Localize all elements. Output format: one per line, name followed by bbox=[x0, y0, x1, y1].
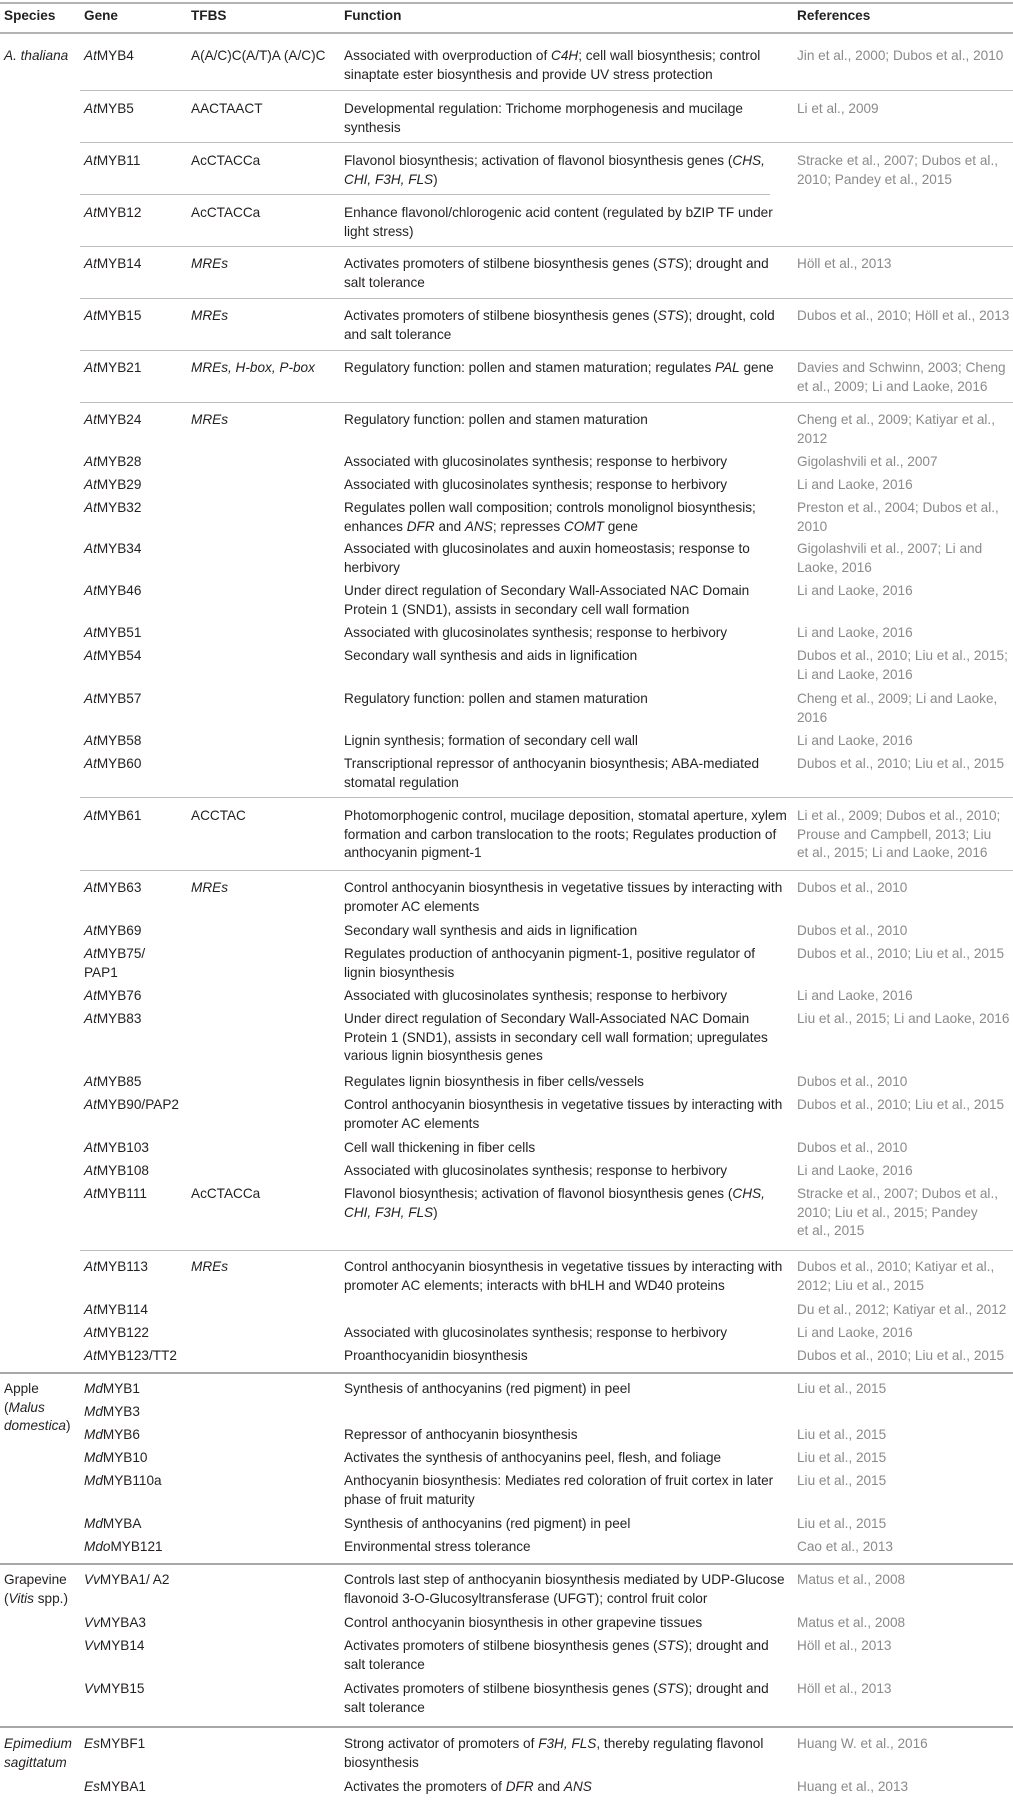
function-cell: Regulatory function: pollen and stamen maturation bbox=[344, 412, 648, 427]
function-cell: Environmental stress tolerance bbox=[344, 1539, 531, 1554]
function-cell: Associated with glucosinolates synthesis; response to herbivory bbox=[344, 454, 728, 469]
species-name: domestica) bbox=[4, 1418, 71, 1433]
table-rule bbox=[80, 350, 1013, 351]
function-cell: Controls last step of anthocyanin biosynthesis mediated by UDP-Glucose bbox=[344, 1572, 785, 1587]
gene-name: PAP1 bbox=[84, 964, 118, 980]
tfbs-cell: AcCTACCa bbox=[191, 153, 261, 168]
gene-name: AtMYB90/PAP2 bbox=[84, 1097, 179, 1112]
reference-cell: Dubos et al., 2010 bbox=[797, 1140, 908, 1155]
header-references: References bbox=[797, 8, 871, 23]
function-cell: Regulatory function: pollen and stamen maturation; regulates PAL gene bbox=[344, 360, 774, 375]
function-cell: and salt tolerance bbox=[344, 326, 452, 342]
tfbs-cell: MREs, H-box, P-box bbox=[191, 360, 315, 375]
gene-name: AtMYB83 bbox=[84, 1011, 142, 1026]
gene-name: AtMYB32 bbox=[84, 500, 142, 515]
reference-cell: Cao et al., 2013 bbox=[797, 1539, 893, 1554]
function-cell: Regulates lignin biosynthesis in fiber cells/vessels bbox=[344, 1074, 644, 1089]
reference-cell: 2012 bbox=[797, 430, 828, 446]
function-cell: Protein 1 (SND1), assists in secondary cell wall formation; upregulates bbox=[344, 1029, 768, 1045]
function-cell: promoter AC elements; interacts with bHLH and WD40 proteins bbox=[344, 1277, 725, 1293]
function-cell: Associated with glucosinolates synthesis; response to herbivory bbox=[344, 1325, 728, 1340]
function-cell: promoter AC elements bbox=[344, 898, 480, 914]
function-cell: CHI, F3H, FLS) bbox=[344, 1204, 438, 1220]
function-cell: Transcriptional repressor of anthocyanin biosynthesis; ABA-mediated bbox=[344, 756, 760, 771]
gene-name: AtMYB24 bbox=[84, 412, 142, 427]
species-name: Epimedium bbox=[4, 1736, 72, 1751]
tfbs-cell: MREs bbox=[191, 308, 229, 323]
gene-name: AtMYB111 bbox=[84, 1186, 147, 1201]
tfbs-cell: MREs bbox=[191, 1259, 229, 1274]
gene-name: AtMYB54 bbox=[84, 648, 142, 663]
function-cell: Proanthocyanidin biosynthesis bbox=[344, 1348, 528, 1363]
gene-name: AtMYB51 bbox=[84, 625, 142, 640]
species-name: (Vitis spp.) bbox=[4, 1590, 68, 1606]
gene-name: MdMYB6 bbox=[84, 1427, 140, 1442]
function-cell: Control anthocyanin biosynthesis in vegetative tissues by interacting with bbox=[344, 880, 783, 895]
function-cell: Synthesis of anthocyanins (red pigment) in peel bbox=[344, 1516, 631, 1531]
header-gene: Gene bbox=[84, 8, 118, 23]
reference-cell: 2010; Liu et al., 2015; Pandey bbox=[797, 1204, 978, 1220]
function-cell: anthocyanin pigment-1 bbox=[344, 845, 482, 860]
species-name: sagittatum bbox=[4, 1754, 67, 1770]
table-rule bbox=[80, 246, 1013, 247]
gene-name: AtMYB4 bbox=[84, 48, 134, 63]
reference-cell: Huang W. et al., 2016 bbox=[797, 1736, 928, 1751]
gene-name: VvMYB14 bbox=[84, 1638, 145, 1653]
gene-name: AtMYB75/ bbox=[84, 946, 146, 961]
gene-name: VvMYBA1/ A2 bbox=[84, 1572, 170, 1587]
table-rule bbox=[80, 870, 1013, 871]
reference-cell: Li and Laoke, 2016 bbox=[797, 733, 913, 748]
reference-cell: Liu et al., 2015 bbox=[797, 1473, 887, 1488]
table-rule bbox=[0, 2, 1013, 4]
gene-name: AtMYB29 bbox=[84, 477, 142, 492]
reference-cell: 2010; Pandey et al., 2015 bbox=[797, 171, 952, 187]
gene-name: EsMYBF1 bbox=[84, 1736, 146, 1751]
function-cell: Anthocyanin biosynthesis: Mediates red coloration of fruit cortex in later bbox=[344, 1473, 774, 1488]
reference-cell: Davies and Schwinn, 2003; Cheng bbox=[797, 360, 1006, 375]
reference-cell: Liu et al., 2015 bbox=[797, 1516, 887, 1531]
function-cell: formation and carbon translocation to the roots; Regulates production of bbox=[344, 826, 777, 842]
reference-cell: Cheng et al., 2009; Li and Laoke, bbox=[797, 691, 998, 706]
reference-cell: Du et al., 2012; Katiyar et al., 2012 bbox=[797, 1302, 1007, 1317]
function-cell: Associated with glucosinolates and auxin homeostasis; response to bbox=[344, 541, 750, 556]
reference-cell: et al., 2015 bbox=[797, 1223, 865, 1238]
function-cell: Secondary wall synthesis and aids in lignification bbox=[344, 923, 638, 938]
function-cell: Activates promoters of stilbene biosynthesis genes (STS); drought and bbox=[344, 256, 769, 271]
gene-name: MdMYB1 bbox=[84, 1381, 140, 1396]
function-cell: salt tolerance bbox=[344, 1656, 425, 1672]
gene-name: AtMYB15 bbox=[84, 308, 142, 323]
reference-cell: Li and Laoke, 2016 bbox=[797, 1163, 913, 1178]
gene-name: EsMYBA1 bbox=[84, 1779, 146, 1794]
reference-cell: Dubos et al., 2010 bbox=[797, 923, 908, 938]
reference-cell: Höll et al., 2013 bbox=[797, 1638, 892, 1653]
gene-name: MdMYBA bbox=[84, 1516, 142, 1531]
reference-cell: Dubos et al., 2010; Höll et al., 2013 bbox=[797, 308, 1010, 323]
function-cell: Associated with overproduction of C4H; cell wall biosynthesis; control bbox=[344, 48, 761, 63]
function-cell: Regulates production of anthocyanin pigment-1, positive regulator of bbox=[344, 946, 756, 961]
function-cell: Lignin synthesis; formation of secondary cell wall bbox=[344, 733, 638, 748]
reference-cell: 2016 bbox=[797, 709, 828, 725]
gene-name: AtMYB34 bbox=[84, 541, 142, 556]
function-cell: light stress) bbox=[344, 223, 414, 239]
reference-cell: Dubos et al., 2010; Liu et al., 2015 bbox=[797, 946, 1005, 961]
gene-name: MdMYB110a bbox=[84, 1473, 162, 1488]
function-cell: Under direct regulation of Secondary Wall-Associated NAC Domain bbox=[344, 583, 750, 598]
function-cell: salt tolerance bbox=[344, 274, 425, 290]
gene-name: AtMYB69 bbox=[84, 923, 142, 938]
reference-cell: et al., 2009; Li and Laoke, 2016 bbox=[797, 378, 988, 394]
reference-cell: Höll et al., 2013 bbox=[797, 256, 892, 271]
function-cell: Control anthocyanin biosynthesis in vegetative tissues by interacting with bbox=[344, 1097, 783, 1112]
gene-name: AtMYB5 bbox=[84, 101, 134, 116]
table-rule bbox=[80, 402, 1013, 403]
function-cell: flavonoid 3-O-Glucosyltransferase (UFGT); control fruit color bbox=[344, 1590, 708, 1606]
reference-cell: Dubos et al., 2010; Liu et al., 2015 bbox=[797, 1097, 1005, 1112]
gene-name: AtMYB46 bbox=[84, 583, 142, 598]
tfbs-cell: MREs bbox=[191, 412, 229, 427]
table-rule bbox=[0, 32, 1013, 34]
gene-name: AtMYB61 bbox=[84, 808, 142, 823]
reference-cell: Dubos et al., 2010; Liu et al., 2015 bbox=[797, 756, 1005, 771]
function-cell: Under direct regulation of Secondary Wall-Associated NAC Domain bbox=[344, 1011, 750, 1026]
function-cell: Flavonol biosynthesis; activation of flavonol biosynthesis genes (CHS, bbox=[344, 1186, 765, 1201]
function-cell: Flavonol biosynthesis; activation of flavonol biosynthesis genes (CHS, bbox=[344, 153, 765, 168]
reference-cell: 2012; Liu et al., 2015 bbox=[797, 1277, 924, 1293]
gene-name: VvMYB15 bbox=[84, 1681, 145, 1696]
function-cell: Activates the promoters of DFR and ANS bbox=[344, 1779, 592, 1794]
reference-cell: Liu et al., 2015 bbox=[797, 1381, 887, 1396]
gene-name: AtMYB21 bbox=[84, 360, 142, 375]
reference-cell: Dubos et al., 2010; Liu et al., 2015 bbox=[797, 1348, 1005, 1363]
reference-cell: Stracke et al., 2007; Dubos et al., bbox=[797, 153, 998, 168]
gene-name: AtMYB28 bbox=[84, 454, 142, 469]
tfbs-cell: AACTAACT bbox=[191, 101, 263, 116]
reference-cell: Li and Laoke, 2016 bbox=[797, 477, 913, 492]
header-function: Function bbox=[344, 8, 402, 23]
reference-cell: Prouse and Campbell, 2013; Liu bbox=[797, 826, 992, 842]
function-cell: Associated with glucosinolates synthesis; response to herbivory bbox=[344, 1163, 728, 1178]
tfbs-cell: MREs bbox=[191, 880, 229, 895]
function-cell: CHI, F3H, FLS) bbox=[344, 171, 438, 187]
function-cell: Control anthocyanin biosynthesis in vegetative tissues by interacting with bbox=[344, 1259, 783, 1274]
reference-cell: Li and Laoke, 2016 bbox=[797, 583, 913, 598]
table-rule bbox=[80, 298, 1013, 299]
species-name: (Malus bbox=[4, 1399, 45, 1415]
gene-name: AtMYB123/TT2 bbox=[84, 1348, 177, 1363]
gene-name: AtMYB113 bbox=[84, 1259, 148, 1274]
reference-cell: Li et al., 2009; Dubos et al., 2010; bbox=[797, 808, 1001, 823]
reference-cell: Matus et al., 2008 bbox=[797, 1615, 906, 1630]
gene-name: AtMYB58 bbox=[84, 733, 142, 748]
gene-name: VvMYBA3 bbox=[84, 1615, 146, 1630]
function-cell: lignin biosynthesis bbox=[344, 964, 455, 980]
function-cell: Repressor of anthocyanin biosynthesis bbox=[344, 1427, 578, 1442]
gene-name: AtMYB85 bbox=[84, 1074, 142, 1089]
gene-name: AtMYB103 bbox=[84, 1140, 149, 1155]
gene-name: AtMYB57 bbox=[84, 691, 142, 706]
reference-cell: Dubos et al., 2010 bbox=[797, 880, 908, 895]
reference-cell: Dubos et al., 2010; Liu et al., 2015; bbox=[797, 648, 1008, 663]
table-rule bbox=[0, 1372, 1013, 1374]
function-cell: Secondary wall synthesis and aids in lignification bbox=[344, 648, 638, 663]
table-rule bbox=[80, 1250, 1013, 1251]
species-name: A. thaliana bbox=[4, 48, 69, 63]
function-cell: Activates promoters of stilbene biosynthesis genes (STS); drought and bbox=[344, 1681, 769, 1696]
function-cell: Synthesis of anthocyanins (red pigment) in peel bbox=[344, 1381, 631, 1396]
function-cell: sinaptate ester biosynthesis and provide UV stress protection bbox=[344, 66, 713, 82]
reference-cell: Dubos et al., 2010 bbox=[797, 1074, 908, 1089]
gene-name: AtMYB108 bbox=[84, 1163, 149, 1178]
reference-cell: et al., 2015; Li and Laoke, 2016 bbox=[797, 845, 988, 860]
reference-cell: Li and Laoke, 2016 bbox=[797, 988, 913, 1003]
function-cell: Control anthocyanin biosynthesis in other grapevine tissues bbox=[344, 1615, 703, 1630]
function-cell: Activates promoters of stilbene biosynthesis genes (STS); drought, cold bbox=[344, 308, 775, 323]
reference-cell: Li et al., 2009 bbox=[797, 101, 879, 116]
gene-name: AtMYB11 bbox=[84, 153, 141, 168]
function-cell: Activates promoters of stilbene biosynthesis genes (STS); drought and bbox=[344, 1638, 769, 1653]
table-rule bbox=[80, 90, 1013, 91]
tfbs-cell: AcCTACCa bbox=[191, 1186, 261, 1201]
function-cell: Protein 1 (SND1), assists in secondary cell wall formation bbox=[344, 601, 690, 617]
reference-cell: Cheng et al., 2009; Katiyar et al., bbox=[797, 412, 995, 427]
function-cell: Associated with glucosinolates synthesis; response to herbivory bbox=[344, 625, 728, 640]
reference-cell: Gigolashvili et al., 2007 bbox=[797, 454, 938, 469]
reference-cell: Liu et al., 2015; Li and Laoke, 2016 bbox=[797, 1011, 1010, 1026]
function-cell: phase of fruit maturity bbox=[344, 1491, 475, 1507]
table-rule bbox=[0, 1726, 1013, 1728]
reference-cell: Höll et al., 2013 bbox=[797, 1681, 892, 1696]
reference-cell: Liu et al., 2015 bbox=[797, 1450, 887, 1465]
reference-cell: Li and Laoke, 2016 bbox=[797, 1325, 913, 1340]
tfbs-cell: MREs bbox=[191, 256, 229, 271]
gene-name: AtMYB12 bbox=[84, 205, 142, 220]
function-cell: salt tolerance bbox=[344, 1699, 425, 1715]
function-cell: various lignin biosynthesis genes bbox=[344, 1048, 543, 1063]
function-cell: Regulates pollen wall composition; controls monolignol biosynthesis; bbox=[344, 500, 756, 515]
table-rule bbox=[0, 1563, 1013, 1565]
reference-cell: Matus et al., 2008 bbox=[797, 1572, 906, 1587]
reference-cell: Stracke et al., 2007; Dubos et al., bbox=[797, 1186, 998, 1201]
function-cell: Associated with glucosinolates synthesis; response to herbivory bbox=[344, 477, 728, 492]
reference-cell: 2010 bbox=[797, 518, 828, 534]
reference-cell: Laoke, 2016 bbox=[797, 559, 872, 575]
reference-cell: Huang et al., 2013 bbox=[797, 1779, 909, 1794]
gene-name: AtMYB76 bbox=[84, 988, 142, 1003]
gene-name: MdMYB3 bbox=[84, 1404, 140, 1419]
reference-cell: Dubos et al., 2010; Katiyar et al., bbox=[797, 1259, 995, 1274]
function-cell: biosynthesis bbox=[344, 1754, 419, 1770]
species-name: Apple bbox=[4, 1381, 39, 1396]
tfbs-cell: ACCTAC bbox=[191, 808, 246, 823]
reference-cell: Preston et al., 2004; Dubos et al., bbox=[797, 500, 999, 515]
gene-name: MdMYB10 bbox=[84, 1450, 148, 1465]
function-cell: Photomorphogenic control, mucilage deposition, stomatal aperture, xylem bbox=[344, 808, 787, 823]
function-cell: enhances DFR and ANS; represses COMT gene bbox=[344, 518, 638, 534]
gene-name: AtMYB122 bbox=[84, 1325, 149, 1340]
function-cell: stomatal regulation bbox=[344, 774, 459, 790]
gene-name: MdoMYB121 bbox=[84, 1539, 163, 1554]
tfbs-cell: A(A/C)C(A/T)A (A/C)C bbox=[191, 48, 326, 63]
gene-name: AtMYB63 bbox=[84, 880, 142, 895]
header-species: Species bbox=[4, 8, 56, 23]
function-cell: Developmental regulation: Trichome morphogenesis and mucilage bbox=[344, 101, 743, 116]
function-cell: synthesis bbox=[344, 119, 401, 135]
reference-cell: Jin et al., 2000; Dubos et al., 2010 bbox=[797, 48, 1004, 63]
function-cell: herbivory bbox=[344, 559, 400, 575]
table-rule bbox=[80, 797, 1013, 798]
reference-cell: Li and Laoke, 2016 bbox=[797, 625, 913, 640]
function-cell: Enhance flavonol/chlorogenic acid content (regulated by bZIP TF under bbox=[344, 205, 773, 220]
reference-cell: Li and Laoke, 2016 bbox=[797, 666, 913, 682]
gene-name: AtMYB60 bbox=[84, 756, 142, 771]
gene-name: AtMYB14 bbox=[84, 256, 142, 271]
reference-cell: Liu et al., 2015 bbox=[797, 1427, 887, 1442]
function-cell: Regulatory function: pollen and stamen maturation bbox=[344, 691, 648, 706]
species-name: Grapevine bbox=[4, 1572, 67, 1587]
function-cell: promoter AC elements bbox=[344, 1115, 480, 1131]
header-tfbs: TFBS bbox=[191, 8, 227, 23]
tfbs-cell: AcCTACCa bbox=[191, 205, 261, 220]
gene-name: AtMYB114 bbox=[84, 1302, 148, 1317]
table-rule bbox=[80, 194, 770, 195]
function-cell: Associated with glucosinolates synthesis; response to herbivory bbox=[344, 988, 728, 1003]
function-cell: Cell wall thickening in fiber cells bbox=[344, 1140, 536, 1155]
function-cell: Activates the synthesis of anthocyanins peel, flesh, and foliage bbox=[344, 1450, 722, 1465]
reference-cell: Gigolashvili et al., 2007; Li and bbox=[797, 541, 983, 556]
table-rule bbox=[80, 142, 1013, 143]
function-cell: Strong activator of promoters of F3H, FLS, thereby regulating flavonol bbox=[344, 1736, 764, 1751]
